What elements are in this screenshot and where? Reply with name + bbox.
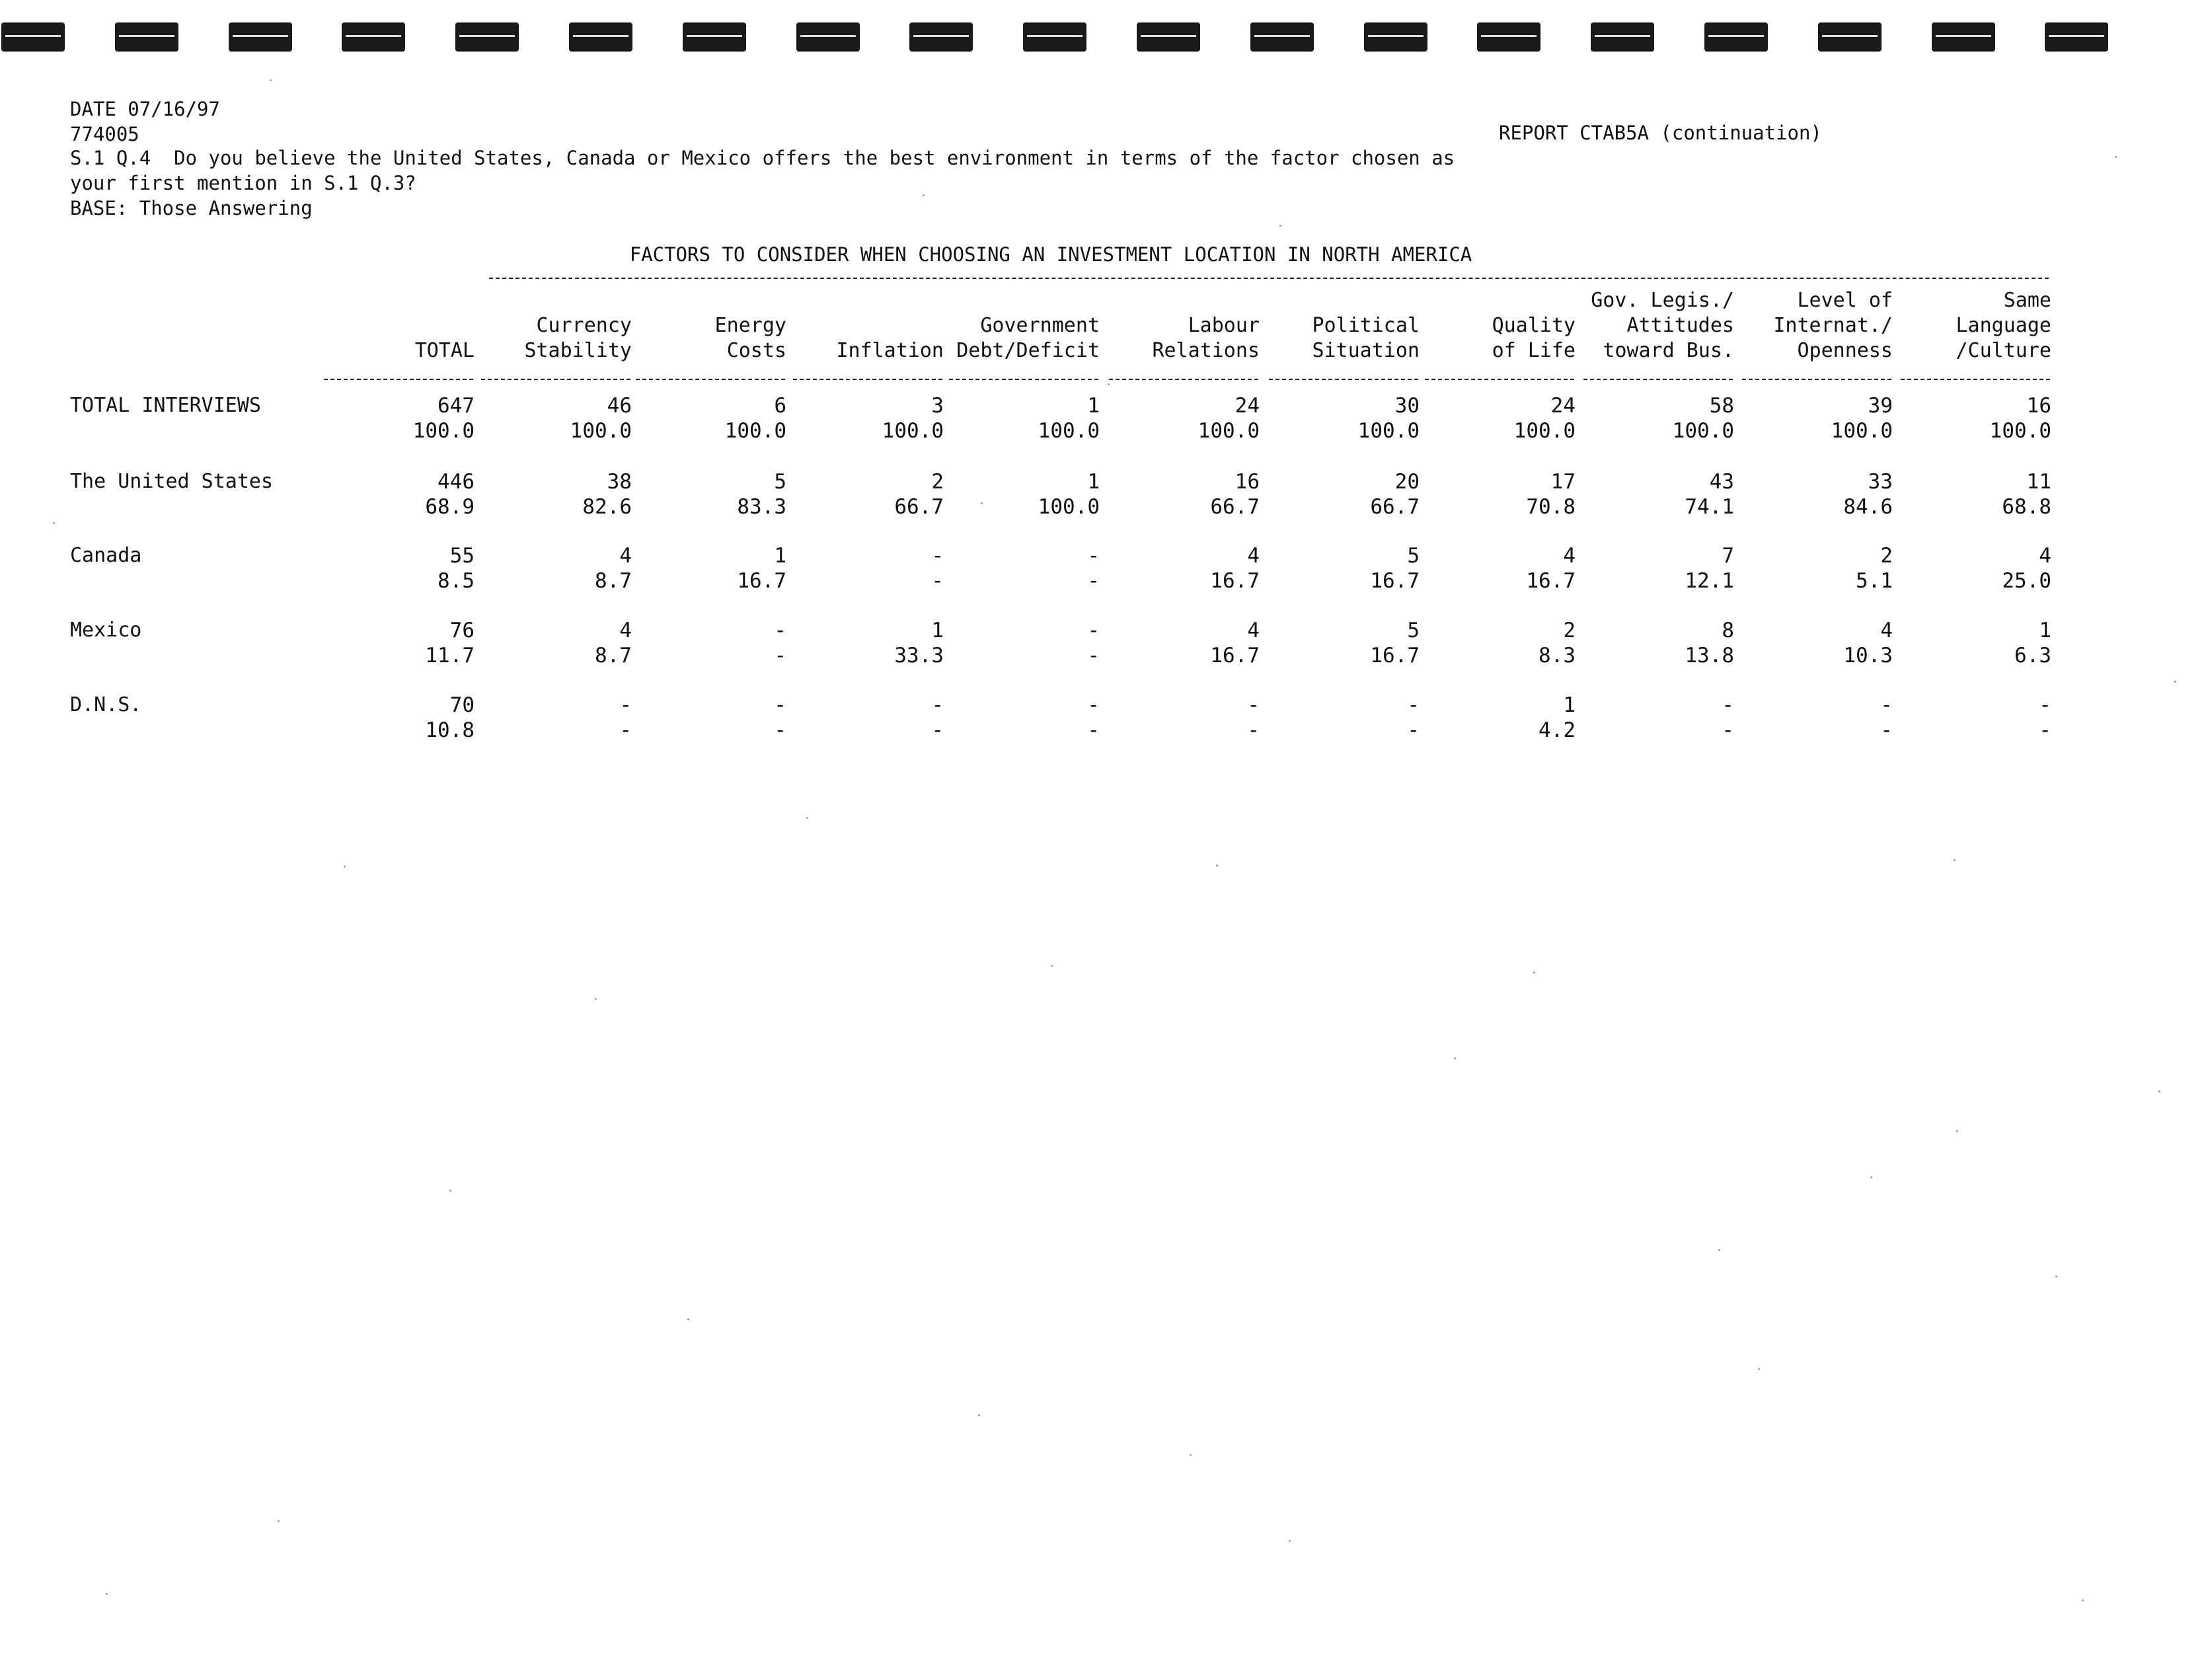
column-underline — [1269, 379, 1418, 380]
table-cell-count: - — [774, 693, 786, 717]
column-underline — [324, 379, 473, 380]
table-cell-count: 20 — [1394, 470, 1420, 494]
table-cell-count: 1 — [1563, 693, 1576, 717]
tractor-feed-perforations — [0, 22, 2206, 65]
scan-speck — [106, 1593, 108, 1595]
column-header-line: Inflation — [836, 339, 944, 362]
job-number: 774005 — [70, 123, 139, 145]
report-date: DATE 07/16/97 — [70, 98, 220, 120]
scan-speck — [2055, 1276, 2057, 1278]
table-banner-title: FACTORS TO CONSIDER WHEN CHOOSING AN INVESTMENT LOCATION IN NORTH AMERICA — [629, 243, 1472, 266]
scan-speck — [1533, 972, 1535, 974]
table-cell-percent: 100.0 — [1831, 419, 1893, 443]
table-cell-count: 58 — [1709, 394, 1734, 418]
column-header-line — [792, 313, 944, 338]
table-cell-count: 30 — [1394, 394, 1420, 418]
perforation-hole — [1704, 22, 1768, 52]
table-cell-percent: 6.3 — [2014, 644, 2051, 668]
table-cell-percent: 66.7 — [894, 495, 944, 519]
table-cell-percent: - — [774, 718, 786, 742]
banner-rule — [489, 278, 2049, 279]
table-cell-count: - — [1247, 693, 1260, 717]
perforation-hole — [1932, 22, 1995, 52]
column-header-line: Internat./ — [1773, 314, 1893, 337]
table-cell-percent: 100.0 — [1989, 419, 2051, 443]
column-header — [1443, 288, 1576, 363]
scan-speck — [1454, 1057, 1456, 1059]
column-header — [1114, 288, 1260, 363]
column-header-line — [654, 288, 786, 313]
table-cell-percent: - — [1087, 644, 1100, 668]
perforation-hole — [455, 22, 519, 52]
table-cell-count: 5 — [1407, 544, 1420, 568]
column-underline — [949, 379, 1098, 380]
scan-speck — [2174, 681, 2176, 683]
table-cell-percent: 84.6 — [1843, 495, 1893, 519]
column-underline — [1425, 379, 1574, 380]
scan-speck — [1190, 1454, 1192, 1456]
scan-speck — [2158, 1090, 2160, 1092]
perforation-hole — [1591, 22, 1654, 52]
table-cell-percent: 12.1 — [1685, 569, 1734, 593]
table-cell-count: - — [1880, 693, 1893, 717]
table-cell-count: 6 — [774, 394, 786, 418]
column-header-line: /Culture — [1956, 339, 2051, 362]
table-cell-count: 16 — [2026, 394, 2051, 418]
table-cell-count: 4 — [1247, 544, 1260, 568]
table-cell-percent: 11.7 — [425, 644, 475, 668]
column-header-line: Labour — [1188, 314, 1260, 337]
question-text-line1: S.1 Q.4 Do you believe the United States, Canada or Mexico offers the best environment in terms of the factor chosen as — [70, 147, 1455, 169]
table-cell-percent: 16.7 — [1210, 644, 1260, 668]
table-cell-count: 24 — [1550, 394, 1576, 418]
table-cell-count: 1 — [931, 619, 944, 642]
table-cell-count: 5 — [1407, 619, 1420, 642]
table-cell-count: 1 — [1087, 470, 1100, 494]
perforation-hole — [1364, 22, 1427, 52]
table-cell-count: 4 — [1880, 619, 1893, 642]
row-label: D.N.S. — [70, 693, 142, 716]
column-underline — [636, 379, 785, 380]
perforation-hole — [1250, 22, 1314, 52]
table-cell-percent: 100.0 — [882, 419, 944, 443]
table-cell-count: 4 — [619, 619, 632, 642]
scan-speck — [278, 1520, 280, 1522]
scan-speck — [53, 522, 55, 524]
table-cell-count: 17 — [1550, 470, 1576, 494]
table-cell-count: 76 — [449, 619, 475, 642]
table-cell-percent: 100.0 — [1038, 419, 1100, 443]
table-cell-percent: 8.7 — [595, 644, 632, 668]
column-header-line: Relations — [1152, 339, 1260, 362]
table-cell-percent: 100.0 — [412, 419, 475, 443]
table-cell-count: 55 — [449, 544, 475, 568]
table-cell-percent: 83.3 — [737, 495, 786, 519]
table-cell-percent: 100.0 — [570, 419, 632, 443]
table-cell-percent: 68.9 — [425, 495, 475, 519]
perforation-hole — [342, 22, 405, 52]
table-cell-percent: 16.7 — [1526, 569, 1576, 593]
column-header-line: toward Bus. — [1603, 339, 1734, 362]
table-cell-count: 8 — [1722, 619, 1734, 642]
column-header-line — [792, 288, 944, 313]
table-cell-percent: 100.0 — [724, 419, 786, 443]
table-cell-percent: - — [1722, 718, 1734, 742]
column-header — [941, 288, 1100, 363]
scan-speck — [270, 79, 272, 81]
table-cell-percent: 13.8 — [1685, 644, 1734, 668]
table-cell-count: 2 — [1880, 544, 1893, 568]
table-cell-count: 43 — [1709, 470, 1734, 494]
column-header — [486, 288, 632, 363]
scan-speck — [1870, 1176, 1872, 1178]
table-cell-count: - — [1087, 619, 1100, 642]
table-cell-percent: - — [2039, 718, 2051, 742]
perforation-hole — [909, 22, 973, 52]
table-cell-percent: - — [1880, 718, 1893, 742]
table-cell-percent: - — [1407, 718, 1420, 742]
table-cell-count: 446 — [437, 470, 475, 494]
scan-speck — [2082, 1599, 2084, 1601]
scan-speck — [1279, 225, 1281, 227]
table-cell-percent: - — [774, 644, 786, 668]
column-header-line — [1274, 288, 1420, 313]
table-cell-percent: 16.7 — [1370, 644, 1420, 668]
column-header-line: Language — [1956, 314, 2051, 337]
column-header — [329, 288, 475, 363]
table-cell-percent: 100.0 — [1357, 419, 1420, 443]
table-cell-count: 1 — [774, 544, 786, 568]
scan-speck — [1289, 1540, 1291, 1542]
table-cell-percent: 16.7 — [1210, 569, 1260, 593]
table-cell-count: - — [619, 693, 632, 717]
table-cell-percent: 8.5 — [437, 569, 475, 593]
table-cell-percent: 68.8 — [2002, 495, 2051, 519]
table-cell-percent: 100.0 — [1038, 495, 1100, 519]
perforation-hole — [1477, 22, 1540, 52]
column-header-line — [1114, 288, 1260, 313]
column-header-line: Openness — [1797, 339, 1893, 362]
table-cell-count: 1 — [1087, 394, 1100, 418]
perforation-hole — [1, 22, 65, 52]
scan-speck — [981, 502, 983, 504]
scan-speck — [1954, 859, 1956, 861]
column-header-line: Attitudes — [1626, 314, 1734, 337]
table-cell-percent: 33.3 — [894, 644, 944, 668]
table-cell-count: - — [774, 619, 786, 642]
table-cell-percent: 10.8 — [425, 718, 475, 742]
column-header-line: Currency — [536, 314, 632, 337]
table-cell-percent: 8.7 — [595, 569, 632, 593]
scan-speck — [1956, 1130, 1958, 1132]
table-cell-percent: 10.3 — [1843, 644, 1893, 668]
table-cell-percent: 100.0 — [1513, 419, 1576, 443]
table-cell-count: 4 — [2039, 544, 2051, 568]
scan-speck — [687, 1318, 689, 1320]
column-header — [1569, 288, 1734, 363]
table-cell-percent: 82.6 — [582, 495, 632, 519]
table-cell-count: - — [931, 544, 944, 568]
column-header-line: Political — [1312, 314, 1420, 337]
column-underline — [1109, 379, 1258, 380]
report-id: REPORT CTAB5A (continuation) — [1499, 122, 1822, 144]
table-cell-count: 5 — [774, 470, 786, 494]
table-cell-count: 33 — [1868, 470, 1893, 494]
table-cell-percent: 74.1 — [1685, 495, 1734, 519]
table-cell-count: 2 — [931, 470, 944, 494]
table-cell-percent: 100.0 — [1198, 419, 1260, 443]
table-cell-count: 4 — [619, 544, 632, 568]
table-cell-count: 647 — [437, 394, 475, 418]
column-header-line: of Life — [1492, 339, 1576, 362]
perforation-hole — [569, 22, 632, 52]
table-cell-percent: 8.3 — [1539, 644, 1576, 668]
column-header-line: Debt/Deficit — [956, 339, 1100, 362]
column-header — [654, 288, 786, 363]
scan-speck — [806, 817, 808, 819]
table-cell-percent: - — [1087, 718, 1100, 742]
perforation-hole — [796, 22, 860, 52]
column-header-line — [329, 288, 475, 313]
perforation-hole — [1137, 22, 1200, 52]
column-underline — [1742, 379, 1891, 380]
table-cell-percent: - — [1247, 718, 1260, 742]
table-cell-percent: 100.0 — [1672, 419, 1734, 443]
scan-speck — [1718, 1249, 1720, 1251]
column-header-line: Same — [2003, 289, 2051, 312]
table-cell-count: 24 — [1235, 394, 1260, 418]
scan-speck — [1108, 383, 1110, 385]
table-cell-count: 3 — [931, 394, 944, 418]
column-header-line: Energy — [714, 314, 786, 337]
table-cell-count: 2 — [1563, 619, 1576, 642]
table-cell-percent: 5.1 — [1856, 569, 1893, 593]
table-cell-count: 70 — [449, 693, 475, 717]
table-cell-count: - — [2039, 693, 2051, 717]
scan-speck — [1051, 965, 1053, 967]
column-header-line: Quality — [1492, 314, 1576, 337]
column-header — [792, 288, 944, 363]
column-header — [1274, 288, 1420, 363]
column-header-line — [1443, 288, 1576, 313]
question-text-line2: your first mention in S.1 Q.3? — [70, 172, 416, 194]
column-header-line: TOTAL — [414, 339, 475, 362]
table-cell-count: 38 — [607, 470, 632, 494]
table-cell-percent: 16.7 — [1370, 569, 1420, 593]
table-cell-count: 4 — [1563, 544, 1576, 568]
perforation-hole — [683, 22, 746, 52]
column-header-line — [941, 288, 1100, 313]
table-cell-count: 46 — [607, 394, 632, 418]
scan-speck — [595, 998, 597, 1000]
scan-speck — [978, 1414, 980, 1416]
base-note: BASE: Those Answering — [70, 197, 313, 219]
scan-speck — [1758, 1368, 1760, 1370]
column-header-line: Stability — [524, 339, 632, 362]
perforation-hole — [1818, 22, 1882, 52]
column-header — [1906, 288, 2051, 363]
table-cell-percent: 70.8 — [1526, 495, 1576, 519]
table-cell-percent: 66.7 — [1370, 495, 1420, 519]
table-cell-percent: 4.2 — [1539, 718, 1576, 742]
perforation-hole — [115, 22, 178, 52]
table-cell-count: 7 — [1722, 544, 1734, 568]
table-cell-percent: - — [931, 569, 944, 593]
table-cell-percent: - — [931, 718, 944, 742]
column-header-line: Government — [980, 314, 1100, 337]
row-label: Mexico — [70, 619, 142, 642]
perforation-hole — [2045, 22, 2108, 52]
table-cell-percent: - — [1087, 569, 1100, 593]
perforation-hole — [229, 22, 292, 52]
row-label: TOTAL INTERVIEWS — [70, 394, 261, 417]
column-header-line: Costs — [726, 339, 786, 362]
table-cell-count: - — [1087, 544, 1100, 568]
perforation-hole — [1023, 22, 1086, 52]
column-underline — [1901, 379, 2050, 380]
table-cell-count: 4 — [1247, 619, 1260, 642]
table-cell-count: - — [1087, 693, 1100, 717]
table-cell-count: 16 — [1235, 470, 1260, 494]
column-underline — [481, 379, 630, 380]
column-underline — [793, 379, 942, 380]
column-header-line: Situation — [1312, 339, 1420, 362]
column-header-line: Gov. Legis./ — [1591, 289, 1734, 312]
scan-speck — [2115, 156, 2117, 158]
table-cell-percent: - — [619, 718, 632, 742]
table-cell-count: - — [1722, 693, 1734, 717]
column-header-line: Level of — [1797, 289, 1893, 312]
scan-speck — [923, 194, 925, 196]
row-label: Canada — [70, 544, 142, 567]
table-cell-count: 1 — [2039, 619, 2051, 642]
table-cell-count: 11 — [2026, 470, 2051, 494]
scan-speck — [449, 1190, 451, 1192]
table-cell-count: - — [1407, 693, 1420, 717]
table-cell-count: 39 — [1868, 394, 1893, 418]
table-cell-percent: 16.7 — [737, 569, 786, 593]
scan-speck — [1216, 864, 1218, 866]
table-cell-percent: 25.0 — [2002, 569, 2051, 593]
table-cell-count: - — [931, 693, 944, 717]
table-cell-percent: 66.7 — [1210, 495, 1260, 519]
column-header-line — [486, 288, 632, 313]
scan-speck — [344, 866, 346, 868]
column-header-line — [329, 313, 475, 338]
column-underline — [1583, 379, 1733, 380]
column-header — [1734, 288, 1893, 363]
row-label: The United States — [70, 470, 274, 493]
